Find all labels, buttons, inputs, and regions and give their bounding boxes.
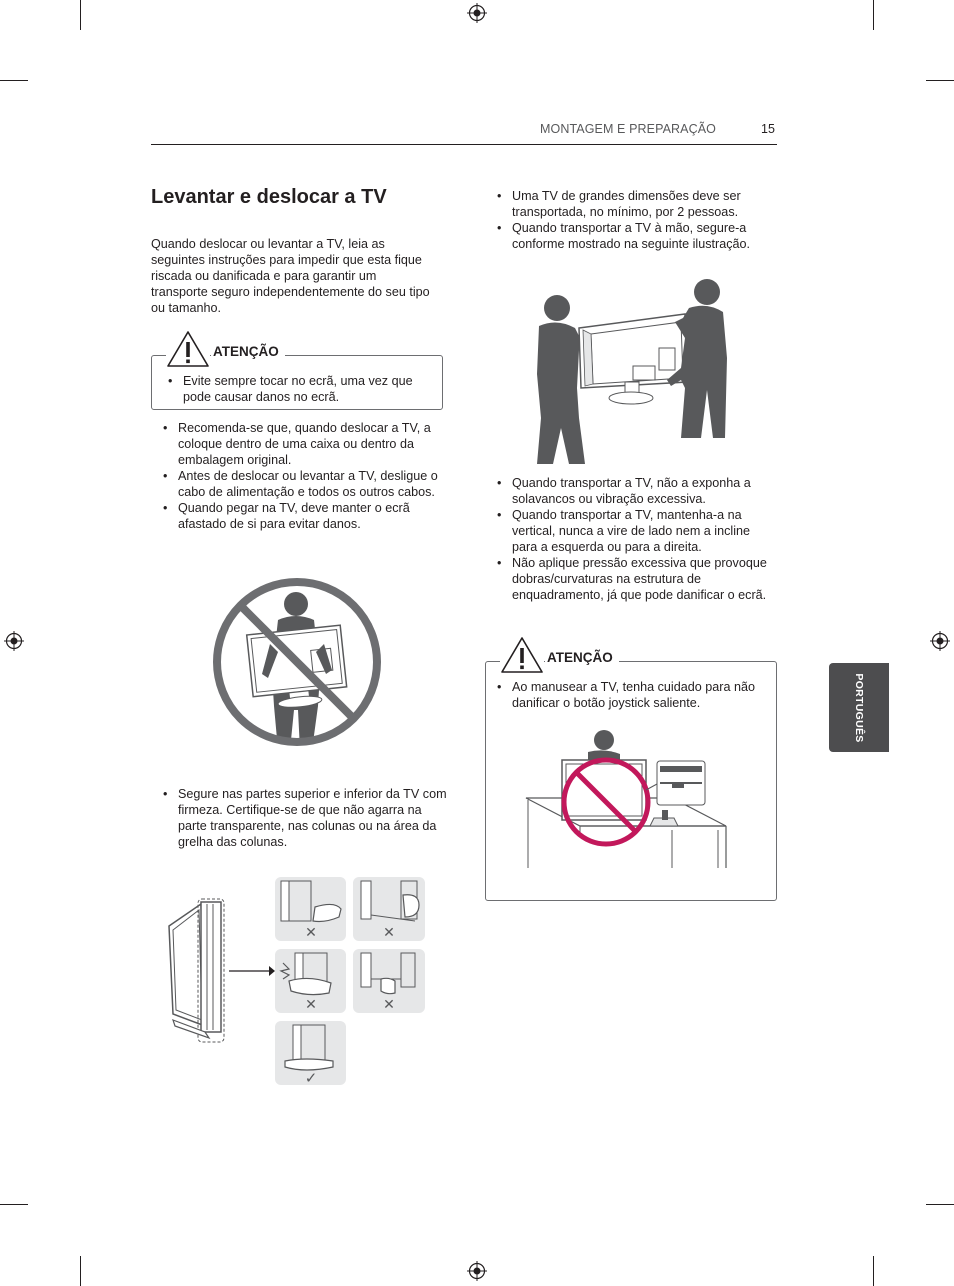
grip-example-panel [275,1021,346,1085]
list-item: • Evite sempre tocar no ecrã, uma vez que pode causar danos no ecrã. [167,373,439,405]
list-item: • Quando pegar na TV, deve manter o ecrã afastado de si para evitar danos. [162,500,444,532]
caution-title: ATENÇÃO [211,344,285,359]
list-item: • Uma TV de grandes dimensões deve ser transportada, no mínimo, por 2 pessoas. [496,188,768,220]
language-tab [829,663,889,752]
tv-hug-prohibited-illustration [208,574,386,750]
crop-mark [0,80,28,81]
crop-mark [926,80,954,81]
caution-title: ATENÇÃO [545,650,619,665]
grip-example-panel [275,949,346,1013]
list-item: • Segure nas partes superior e inferior da TV com firmeza. Certifique-se de que não agarra na parte transparente, nas colunas ou na área da grelha das colunas. [162,786,448,850]
crop-mark [80,1256,81,1286]
wrong-grip-icon [275,877,346,941]
section-header: MONTAGEM E PREPARAÇÃO [540,122,716,136]
grip-mark: ✓ [304,1069,318,1085]
page-number: 15 [761,122,775,136]
language-tab-label: PORTUGUÊS [853,672,865,743]
page-title: Levantar e deslocar a TV [151,186,387,208]
grip-example-panel [353,949,425,1013]
registration-mark-icon [4,631,24,651]
crop-mark [873,0,874,30]
bullet-list [496,188,768,252]
bullet-list [162,786,448,850]
caution-list [167,373,439,405]
wrong-grip-icon [353,877,425,941]
warning-triangle-icon [166,330,210,368]
grip-mark: ✕ [305,997,317,1013]
intro-paragraph: Quando deslocar ou levantar a TV, leia as seguintes instruções para impedir que esta fique riscada ou danificada e para garantir um transporte seguro independentemente do seu tipo ou tamanho. [151,237,430,315]
tv-side-view-illustration [165,896,275,1046]
list-item: • Não aplique pressão excessiva que provoque dobras/curvaturas na estrutura de enquadramento, já que pode danificar o ecrã. [496,555,770,603]
list-item: • Recomenda-se que, quando deslocar a TV, a coloque dentro de uma caixa ou dentro da embalagem original. [162,420,444,468]
bullet-list [496,475,770,603]
grip-example-panel [353,877,425,941]
list-item: • Quando transportar a TV, mantenha-a na vertical, nunca a vire de lado nem a incline para a esquerda ou para a direita. [496,507,770,555]
header-rule [151,144,777,145]
registration-mark-icon [930,631,950,651]
grip-mark: ✕ [383,925,395,941]
two-person-carry-illustration [535,278,730,464]
grip-mark: ✕ [305,925,317,941]
list-item: • Quando transportar a TV à mão, segure-a conforme mostrado na seguinte ilustração. [496,220,768,252]
grip-example-panel [275,877,346,941]
caution-list [496,679,770,711]
registration-mark-icon [467,3,487,23]
list-item: • Antes de deslocar ou levantar a TV, desligue o cabo de alimentação e todos os outros cabos. [162,468,444,500]
list-item: • Ao manusear a TV, tenha cuidado para não danificar o botão joystick saliente. [496,679,770,711]
grip-mark: ✕ [383,997,395,1013]
wrong-grip-icon [353,949,425,1013]
warning-triangle-icon [500,636,544,674]
correct-grip-icon [275,1021,346,1085]
bullet-list [162,420,444,532]
crop-mark [80,0,81,30]
joystick-caution-illustration [522,728,728,872]
registration-mark-icon [467,1261,487,1281]
crop-mark [873,1256,874,1286]
list-item: • Quando transportar a TV, não a exponha a solavancos ou vibração excessiva. [496,475,770,507]
crop-mark [0,1204,28,1205]
wrong-grip-icon [275,949,346,1013]
crop-mark [926,1204,954,1205]
